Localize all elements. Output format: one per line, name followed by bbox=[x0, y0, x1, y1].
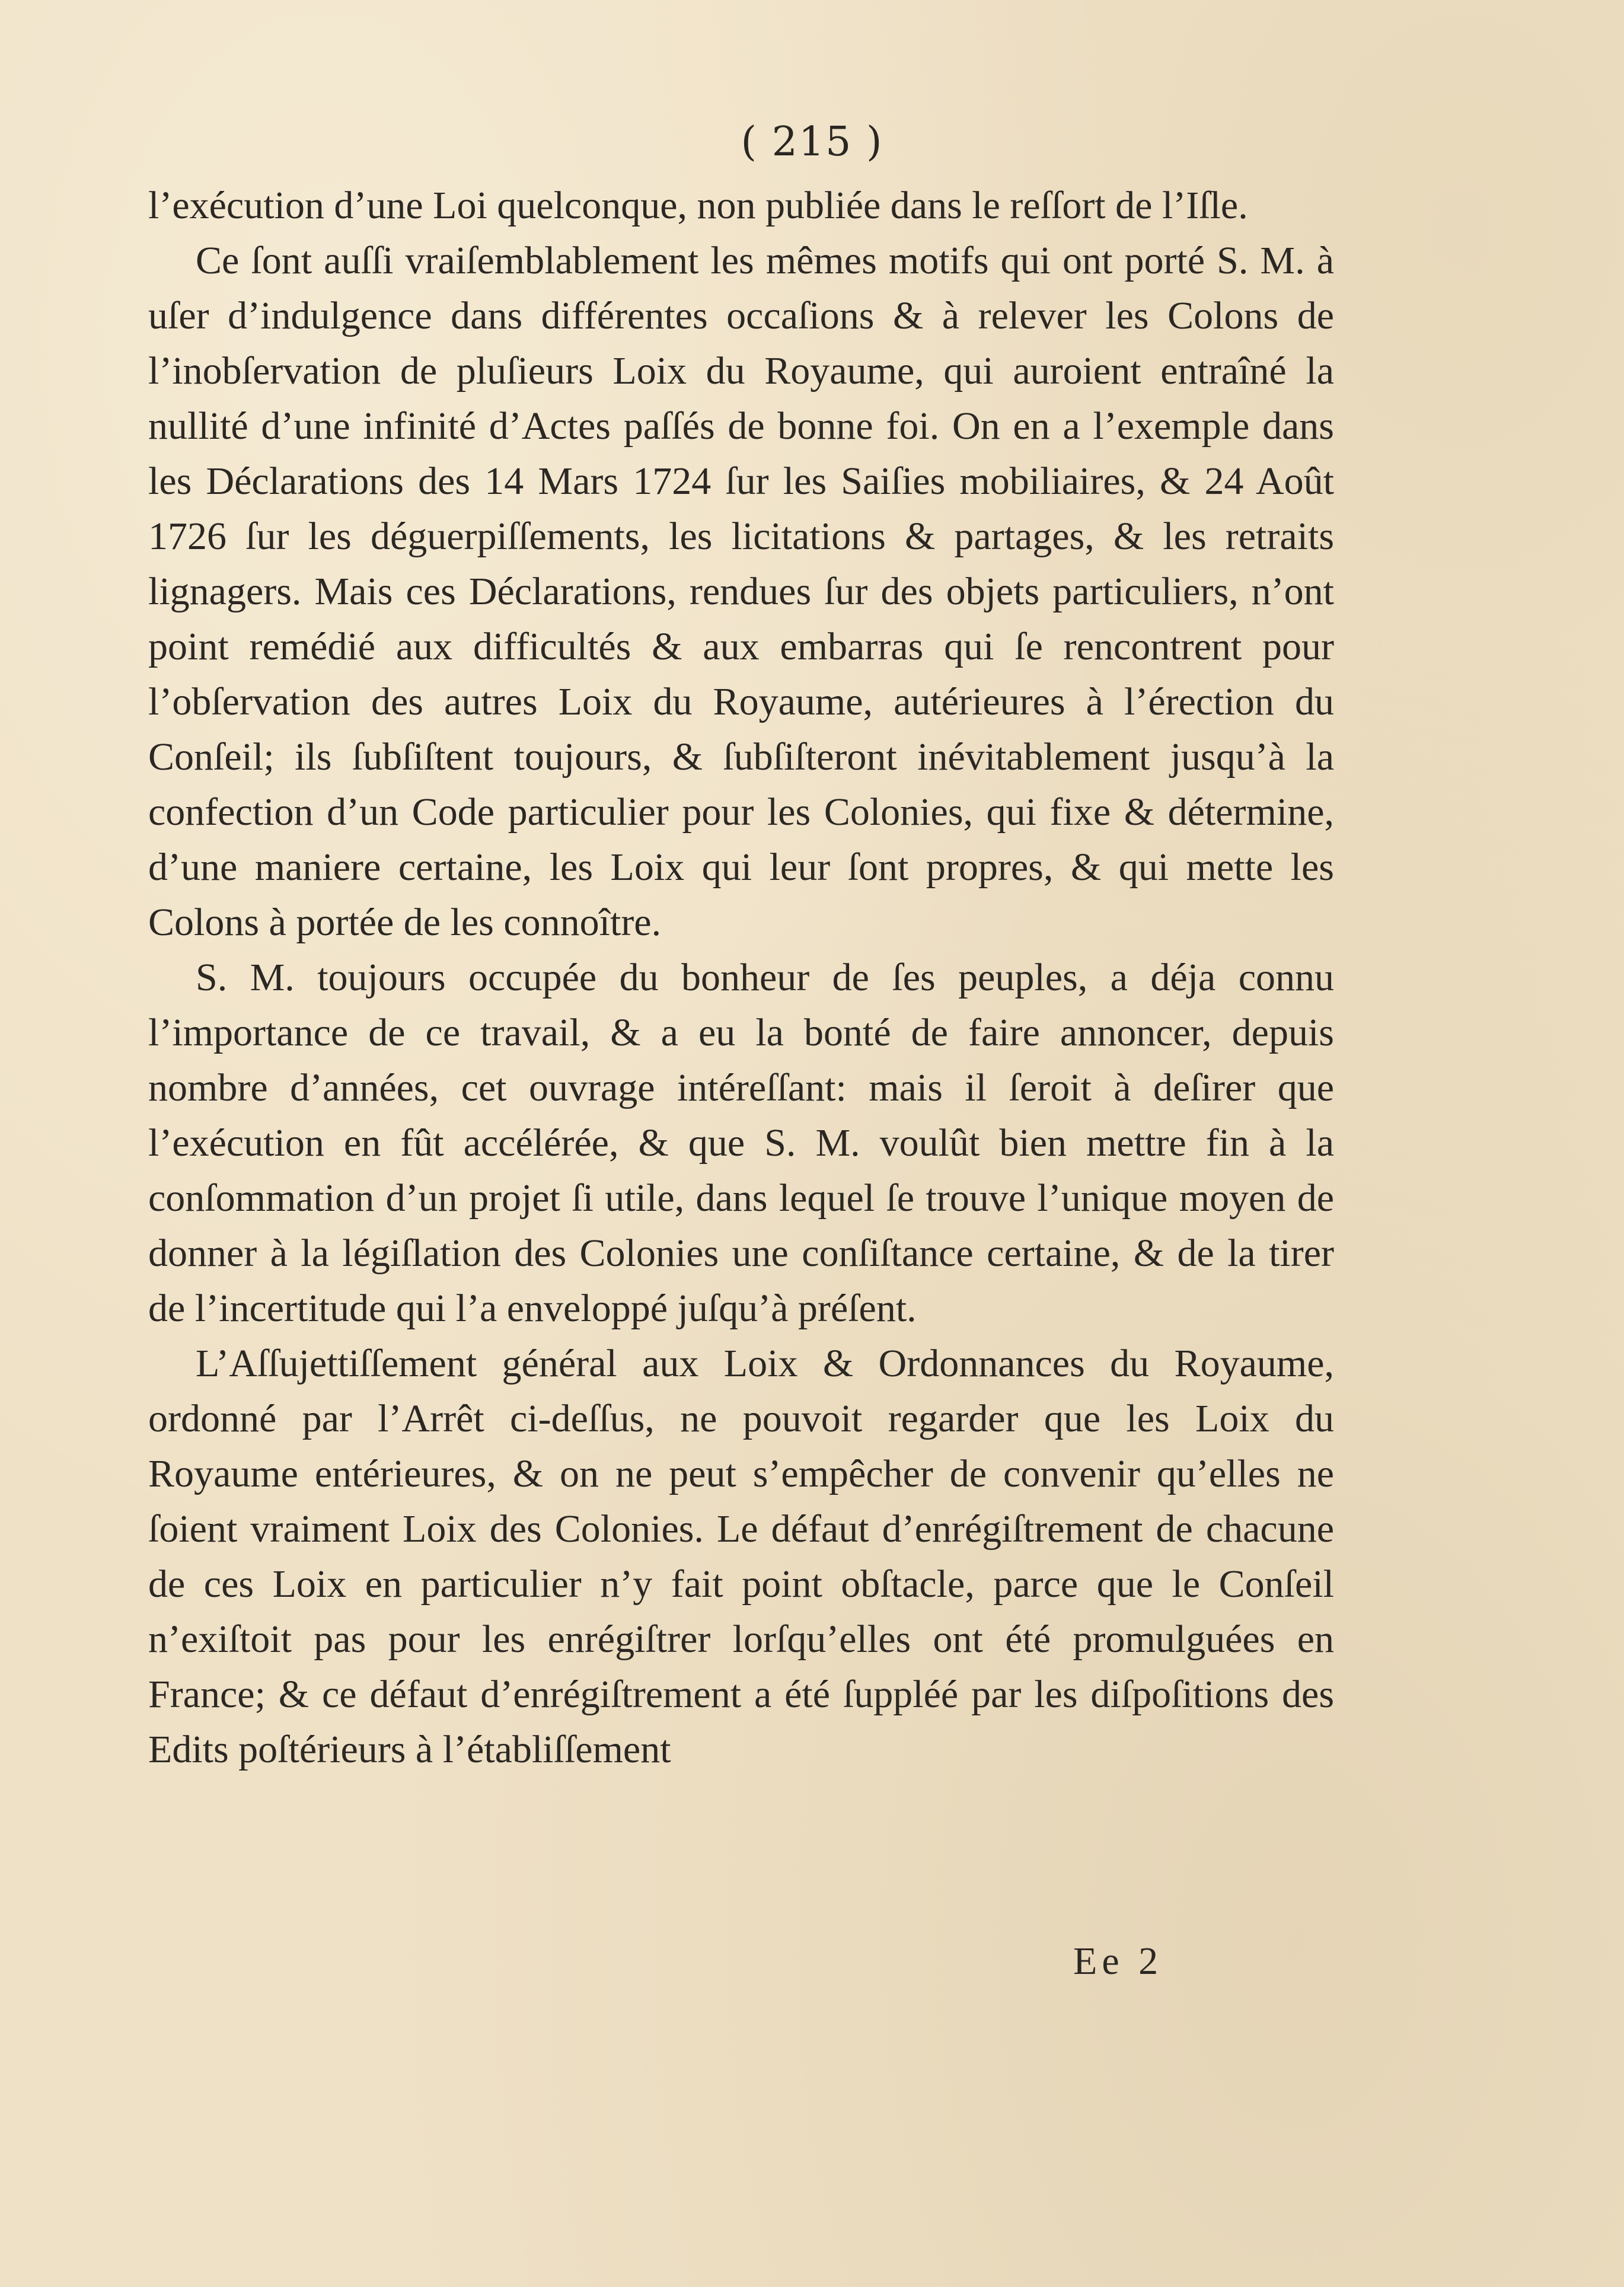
page-number: ( 215 ) bbox=[741, 119, 883, 165]
paragraph-1: l’exécution d’une Loi quelconque, non publiée dans le reſſort de l’Iſle. bbox=[148, 184, 1248, 227]
paragraph-4: L’Aſſujettiſſement général aux Loix & Ordonnances du Royaume, ordonné par l’Arrêt ci-deſſus, ne pouvoit regarder que les Loix du Royaume entérieures, & on ne peut s’empêcher de convenir qu’elles ne ſoient vraiment Loix des Colonies. Le défaut d’enrégiſtrement de chacune de ces Loix en particulier n’y fait point obſtacle, parce que le Conſeil n’exiſtoit pas pour les enrégiſtrer lorſqu’elles ont été promulguées en France; & ce défaut d’enrégiſtrement a été ſuppléé par les diſpoſitions des Edits poſtérieurs à l’établiſſement bbox=[148, 1342, 1334, 1771]
paragraph-2: Ce ſont auſſi vraiſemblablement les mêmes motifs qui ont porté S. M. à uſer d’indulgence dans différentes occaſions & à relever les Colons de l’inobſervation de pluſieurs Loix du Royaume, qui auroient entraîné la nullité d’une infinité d’Actes paſſés de bonne foi. On en a l’exemple dans les Déclarations des 14 Mars 1724 ſur les Saiſies mobiliaires, & 24 Août 1726 ſur les déguerpiſſements, les licitations & partages, & les retraits lignagers. Mais ces Déclarations, rendues ſur des objets particuliers, n’ont point remédié aux difficultés & aux embarras qui ſe rencontrent pour l’obſervation des autres Loix du Royaume, autérieures à l’érection du Conſeil; ils ſubſiſtent toujours, & ſubſiſteront inévitablement jusqu’à la confection d’un Code particulier pour les Colonies, qui fixe & détermine, d’une maniere certaine, les Loix qui leur ſont propres, & qui mette les Colons à portée de les connoître. bbox=[148, 239, 1334, 944]
signature-mark: Ee 2 bbox=[1073, 1940, 1163, 1983]
body-text bbox=[148, 178, 1334, 1777]
paragraph-3: S. M. toujours occupée du bonheur de ſes peuples, a déja connu l’importance de ce travail, & a eu la bonté de faire annoncer, depuis nombre d’années, cet ouvrage intéreſſant: mais il ſeroit à deſirer que l’exécution en fût accélérée, & que S. M. voulût bien mettre fin à la conſommation d’un projet ſi utile, dans lequel ſe trouve l’unique moyen de donner à la légiſlation des Colonies une conſiſtance certaine, & de la tirer de l’incertitude qui l’a enveloppé juſqu’à préſent. bbox=[148, 956, 1334, 1330]
